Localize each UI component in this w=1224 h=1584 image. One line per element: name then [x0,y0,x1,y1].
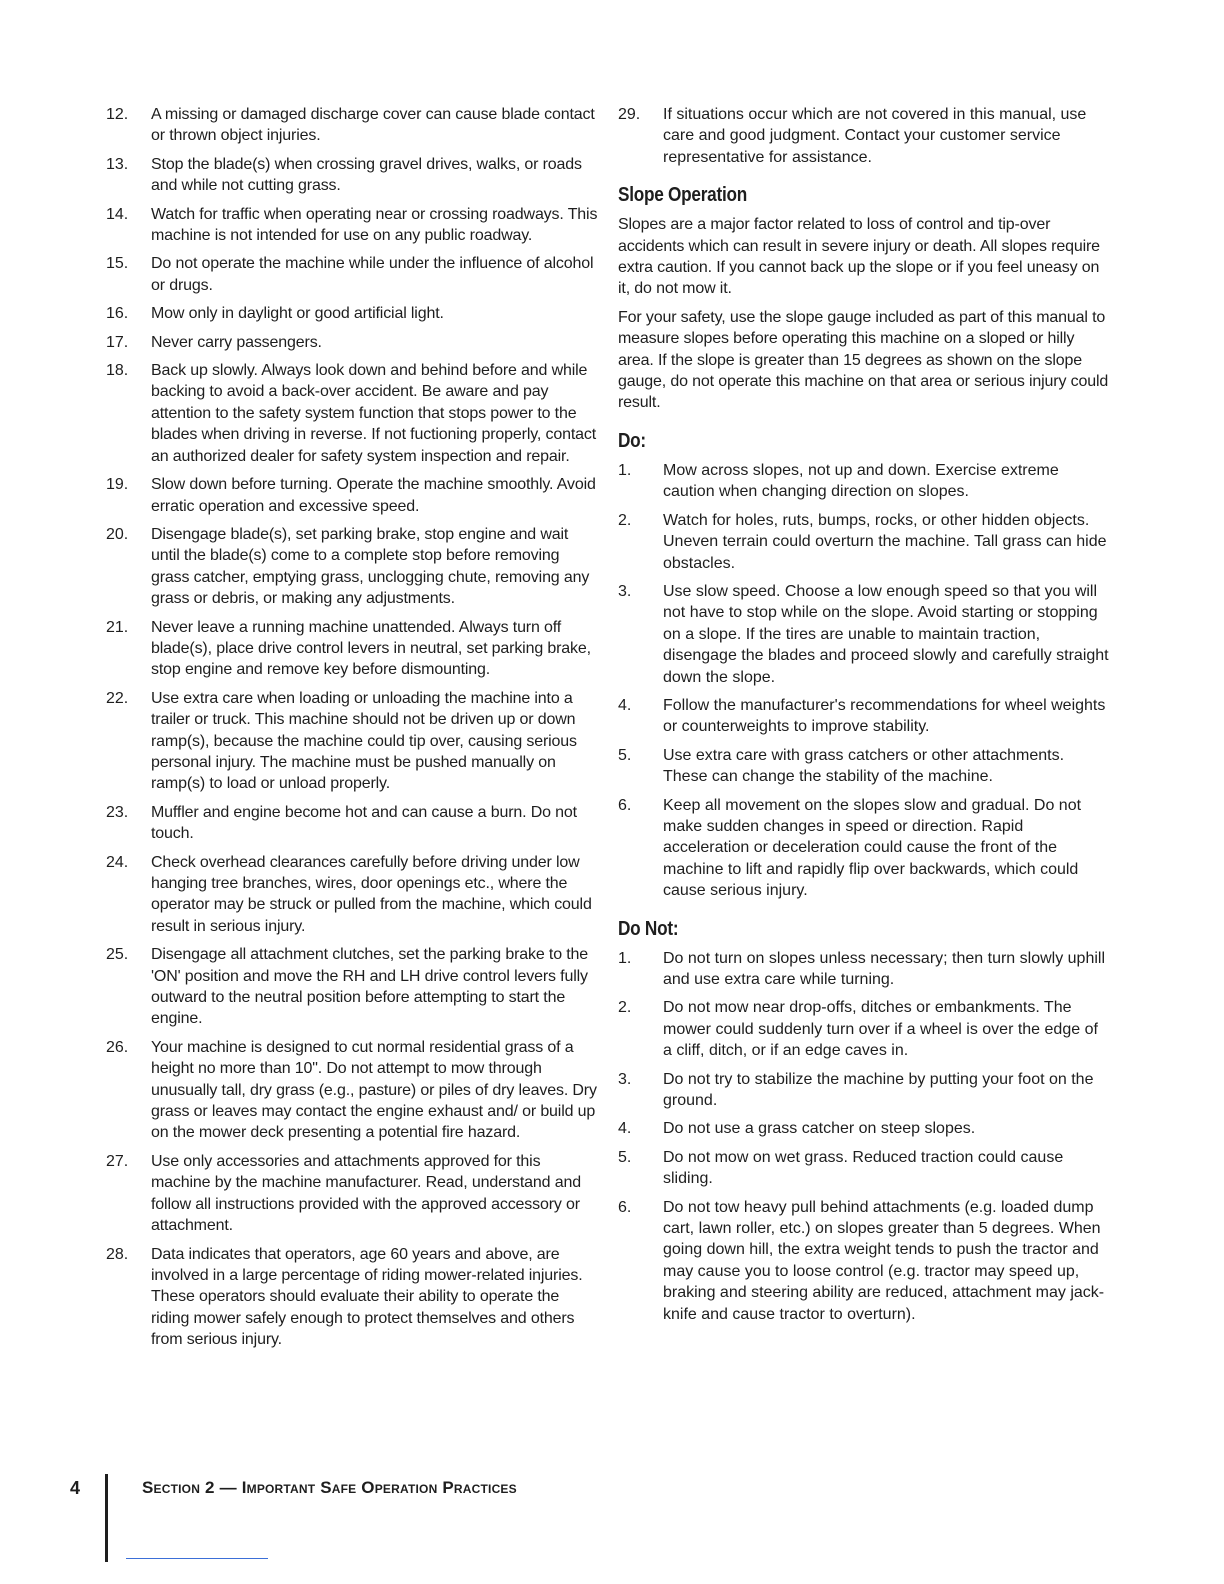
item-number: 4. [618,1120,632,1138]
list-item [618,745,1110,788]
item-text: Watch for holes, ruts, bumps, rocks, or other hidden objects. Uneven terrain could overturn the machine. Tall grass can hide obstacles. [663,511,1107,572]
list-item [106,944,598,1030]
item-text: A missing or damaged discharge cover can cause blade contact or thrown object injuries. [151,106,595,145]
safety-list-continued [618,104,1110,168]
item-text: Your machine is designed to cut normal residential grass of a height no more than 10". Do not attempt to mow through unusually tall, dry grass (e.g., pasture) or piles of dry leaves. Dry grass or leaves may contact the engine exhaust and/ or build up on the mower deck presenting a potential fire hazard. [151,1038,597,1142]
item-text: Disengage all attachment clutches, set the parking brake to the 'ON' position and move the RH and LH drive control levers fully outward to the neutral position before attempting to start the engine. [151,946,589,1028]
list-item [106,204,598,247]
item-number: 12. [106,106,129,123]
do-heading: Do: [618,429,646,452]
item-text: Do not tow heavy pull behind attachments (e.g. loaded dump cart, lawn roller, etc.) on slopes greater than 5 degrees. When going down hill, the extra weight tends to push the tractor and may cause you to loose control (e.g. tractor may speed up, braking and steering ability are reduced, attachment may jack-knife and cause tractor to overturn). [663,1198,1105,1323]
item-text: Use extra care with grass catchers or other attachments. These can change the stability of the machine. [663,746,1065,786]
item-number: 14. [106,205,129,223]
item-text: Mow only in daylight or good artificial light. [151,305,444,323]
item-number: 13. [106,155,129,173]
item-text: Data indicates that operators, age 60 years and above, are involved in a large percentage of riding mower-related injuries. These operators should evaluate their ability to operate the riding mower safely enough to protect themselves and others from serious injury. [151,1245,583,1349]
item-text: Slow down before turning. Operate the machine smoothly. Avoid erratic operation and excessive speed. [151,476,596,515]
list-item [618,795,1110,902]
list-item [618,510,1110,574]
item-text: Disengage blade(s), set parking brake, stop engine and wait until the blade(s) come to a complete stop before removing grass catcher, emptying grass, unclogging chute, removing any grass or debris, or making any adjustments. [151,525,590,608]
list-item [618,1147,1110,1190]
page-footer [60,1474,760,1564]
do-not-heading: Do Not: [618,917,679,940]
list-item [106,524,598,610]
list-item [106,688,598,795]
item-number: 22. [106,689,129,707]
list-item [618,460,1110,503]
item-text: Do not use a grass catcher on steep slopes. [663,1120,976,1138]
list-item [618,948,1110,991]
item-number: 18. [106,362,129,380]
item-text: Follow the manufacturer's recommendations for wheel weights or counterweights to improve stability. [663,696,1106,736]
bottom-divider [126,1558,268,1559]
page-number: 4 [70,1478,81,1498]
item-text: Use slow speed. Choose a low enough speed so that you will not have to stop while on the slope. Avoid starting or stopping on a slope. If the tires are unable to maintain traction, disengage the blades and proceed slowly and carefully straight down the slope. [663,582,1109,686]
slope-paragraph: For your safety, use the slope gauge included as part of this manual to measure slopes before operating this machine on a sloped or hilly area. If the slope is greater than 15 degrees as shown on the slope gauge, do not operate this machine on that area or serious injury could result. [618,308,1109,412]
item-number: 16. [106,305,129,323]
item-number: 19. [106,476,129,494]
item-number: 25. [106,946,129,964]
item-number: 20. [106,525,129,543]
item-text: Do not try to stabilize the machine by putting your foot on the ground. [663,1070,1094,1110]
item-text: Muffler and engine become hot and can cause a burn. Do not touch. [151,803,577,843]
list-item [106,474,598,517]
item-text: Keep all movement on the slopes slow and gradual. Do not make sudden changes in speed or direction. Rapid acceleration or deceleration could cause the front of the machine to lift and rapidly flip over backwards, which could cause serious injury. [663,796,1082,900]
item-number: 15. [106,255,129,273]
item-text: Back up slowly. Always look down and behind before and while backing to avoid a back-over accident. Be aware and pay attention to the safety system function that stops power to the blades when driving in reverse. If not fuctioning properly, contact an authorized dealer for safety system inspection and repair. [151,362,597,465]
item-text: Check overhead clearances carefully before driving under low hanging tree branches, wires, door openings etc., where the operator may be struck or pulled from the machine, which could result in serious injury. [151,853,592,935]
item-number: 4. [618,696,632,714]
list-item [106,332,598,353]
item-text: Use extra care when loading or unloading the machine into a trailer or truck. This machine should not be driven up or down ramp(s), because the machine could tip over, causing serious personal injury. The machine must be pushed manually on ramp(s) to load or unload properly. [151,689,577,793]
safety-list-left [106,104,598,1351]
do-list [618,460,1110,902]
list-item [106,360,598,467]
item-number: 6. [618,1198,632,1216]
list-item [106,253,598,296]
item-text: Never carry passengers. [151,333,322,351]
list-item [106,852,598,938]
item-text: Mow across slopes, not up and down. Exercise extreme caution when changing direction on slopes. [663,461,1059,501]
item-number: 17. [106,333,129,351]
slope-paragraph: Slopes are a major factor related to loss of control and tip-over accidents which can result in severe injury or death. All slopes require extra caution. If you cannot back up the slope or if you feel uneasy on it, do not mow it. [618,216,1100,298]
item-number: 2. [618,999,632,1017]
item-number: 28. [106,1245,129,1263]
item-text: If situations occur which are not covered in this manual, use care and good judgment. Contact your customer service representative for assistance. [663,106,1087,166]
item-number: 5. [618,1148,632,1166]
item-text: Do not turn on slopes unless necessary; then turn slowly uphill and use extra care while turning. [663,949,1106,988]
item-text: Do not operate the machine while under the influence of alcohol or drugs. [151,255,594,294]
item-number: 2. [618,511,632,529]
item-number: 29. [618,106,641,123]
list-item [106,802,598,845]
item-number: 26. [106,1038,129,1056]
item-text: Do not mow on wet grass. Reduced traction could cause sliding. [663,1148,1064,1188]
list-item [106,154,598,197]
item-text: Stop the blade(s) when crossing gravel drives, walks, or roads and while not cutting grass. [151,155,582,195]
list-item [106,1244,598,1351]
list-item [618,1118,1110,1139]
list-item [618,695,1110,738]
list-item [618,997,1110,1061]
item-number: 24. [106,853,129,871]
item-text: Do not mow near drop-offs, ditches or embankments. The mower could suddenly turn over if a wheel is over the edge of a cliff, ditch, or if an edge caves in. [663,999,1098,1060]
item-number: 27. [106,1152,129,1170]
do-not-list [618,948,1110,1326]
list-item [106,1037,598,1144]
list-item [106,617,598,681]
item-text: Use only accessories and attachments approved for this machine by the machine manufacturer. Read, understand and follow all instructions provided with the approved accessory or attachment. [151,1152,581,1235]
item-number: 5. [618,746,632,764]
item-text: Never leave a running machine unattended. Always turn off blade(s), place drive control levers in neutral, set parking brake, stop engine and remove key before dismounting. [151,618,591,679]
right-column [618,104,1110,1332]
item-number: 1. [618,949,632,967]
list-item [618,1069,1110,1112]
list-item [106,104,598,147]
slope-operation-heading: Slope Operation [618,184,747,207]
left-column [106,104,598,1358]
list-item [618,104,1110,168]
list-item [618,581,1110,688]
item-number: 3. [618,1070,632,1088]
item-number: 6. [618,796,632,814]
list-item [106,1151,598,1237]
list-item [106,303,598,324]
section-label: Section 2 — Important Safe Operation Practices [142,1478,517,1497]
list-item [618,1197,1110,1325]
item-number: 1. [618,461,632,479]
footer-divider [105,1474,108,1562]
item-number: 21. [106,618,129,636]
item-number: 23. [106,803,129,821]
item-text: Watch for traffic when operating near or crossing roadways. This machine is not intended for use on any public roadway. [151,205,598,245]
item-number: 3. [618,582,632,600]
